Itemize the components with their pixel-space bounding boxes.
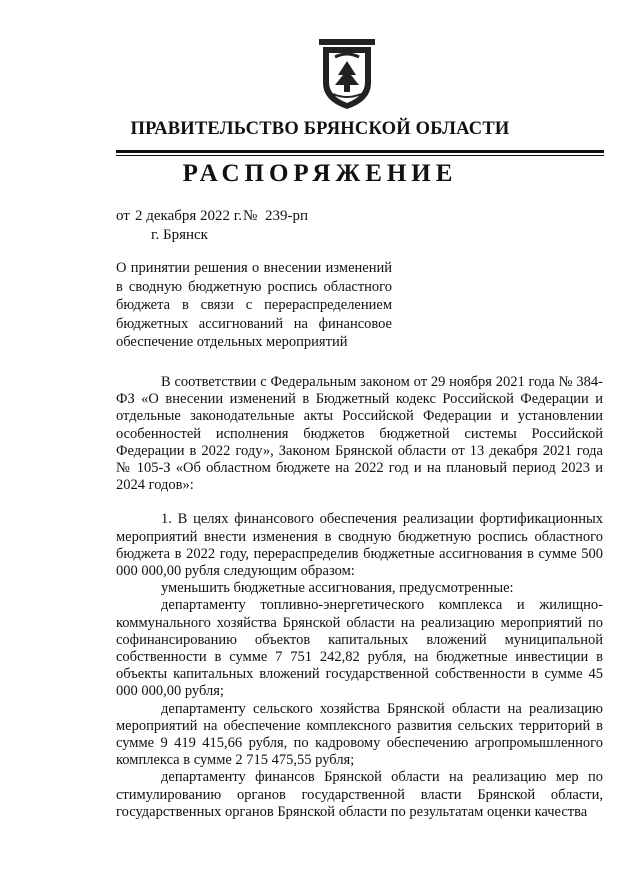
number-sign: № — [243, 208, 258, 224]
finance-dept-paragraph: департаменту финансов Брянской области на реализацию мер по стимулированию органов государственной власти Брянской области, государственных органов Брянской области по результатам оценки качества — [116, 769, 603, 820]
agriculture-dept-paragraph: департаменту сельского хозяйства Брянской области на реализацию мероприятий на обеспечение комплексного развития сельских территорий в сумме 9 419 415,66 рубля, по кадровому обеспечению агропромышленного комплекса в сумме 2 715 475,55 рубля; — [116, 700, 603, 769]
preamble-paragraph: В соответствии с Федеральным законом от 29 ноября 2021 года № 384-ФЗ «О внесении изменений в Бюджетный кодекс Российской Федерации и отдельные законодательные акты Российской Федерации и установлении особенностей исполнения бюджетов бюджетной системы Российской Федерации в 2022 году», Законом Брянской области от 13 декабря 2021 года № 105-З «Об областном бюджете на 2022 год и на плановый период 2023 и 2024 годов»: — [116, 374, 603, 494]
document-type-title: РАСПОРЯЖЕНИЕ — [182, 160, 458, 187]
document-body — [116, 374, 603, 821]
header-rule-thin — [116, 155, 604, 156]
bryansk-coat-of-arms-icon — [317, 37, 377, 111]
decrease-allocations-paragraph: уменьшить бюджетные ассигнования, предусмотренные: — [161, 580, 514, 597]
date-prefix: от — [116, 208, 130, 224]
document-city: г. Брянск — [151, 227, 208, 243]
document-subject: О принятии решения о внесении изменений в сводную бюджетную роспись областного бюджета в связи с перераспределением бюджетных ассигнований на финансовое обеспечение отдельных мероприятий — [116, 260, 392, 350]
fuel-energy-dept-paragraph: департаменту топливно-энергетического комплекса и жилищно-коммунального хозяйства Брянской области на реализацию мероприятий по софинансированию объектов капитальных вложений муниципальной собственности в сумме 7 751 242,82 рубля, на бюджетные инвестиции в объекты капитальных вложений государственной собственности в сумме 45 000 000,00 рубля; — [116, 597, 603, 700]
document-date: 2 декабря 2022 г. — [135, 208, 242, 224]
document-number: 239-рп — [265, 208, 309, 224]
header-rule-thick — [116, 150, 604, 153]
clause-1-paragraph: 1. В целях финансового обеспечения реализации фортификационных мероприятий внести изменения в сводную бюджетную роспись областного бюджета в 2022 году, перераспределив бюджетные ассигнования в сумме 500 000 000,00 рубля следующим образом: — [116, 511, 603, 580]
government-title: ПРАВИТЕЛЬСТВО БРЯНСКОЙ ОБЛАСТИ — [130, 119, 510, 139]
